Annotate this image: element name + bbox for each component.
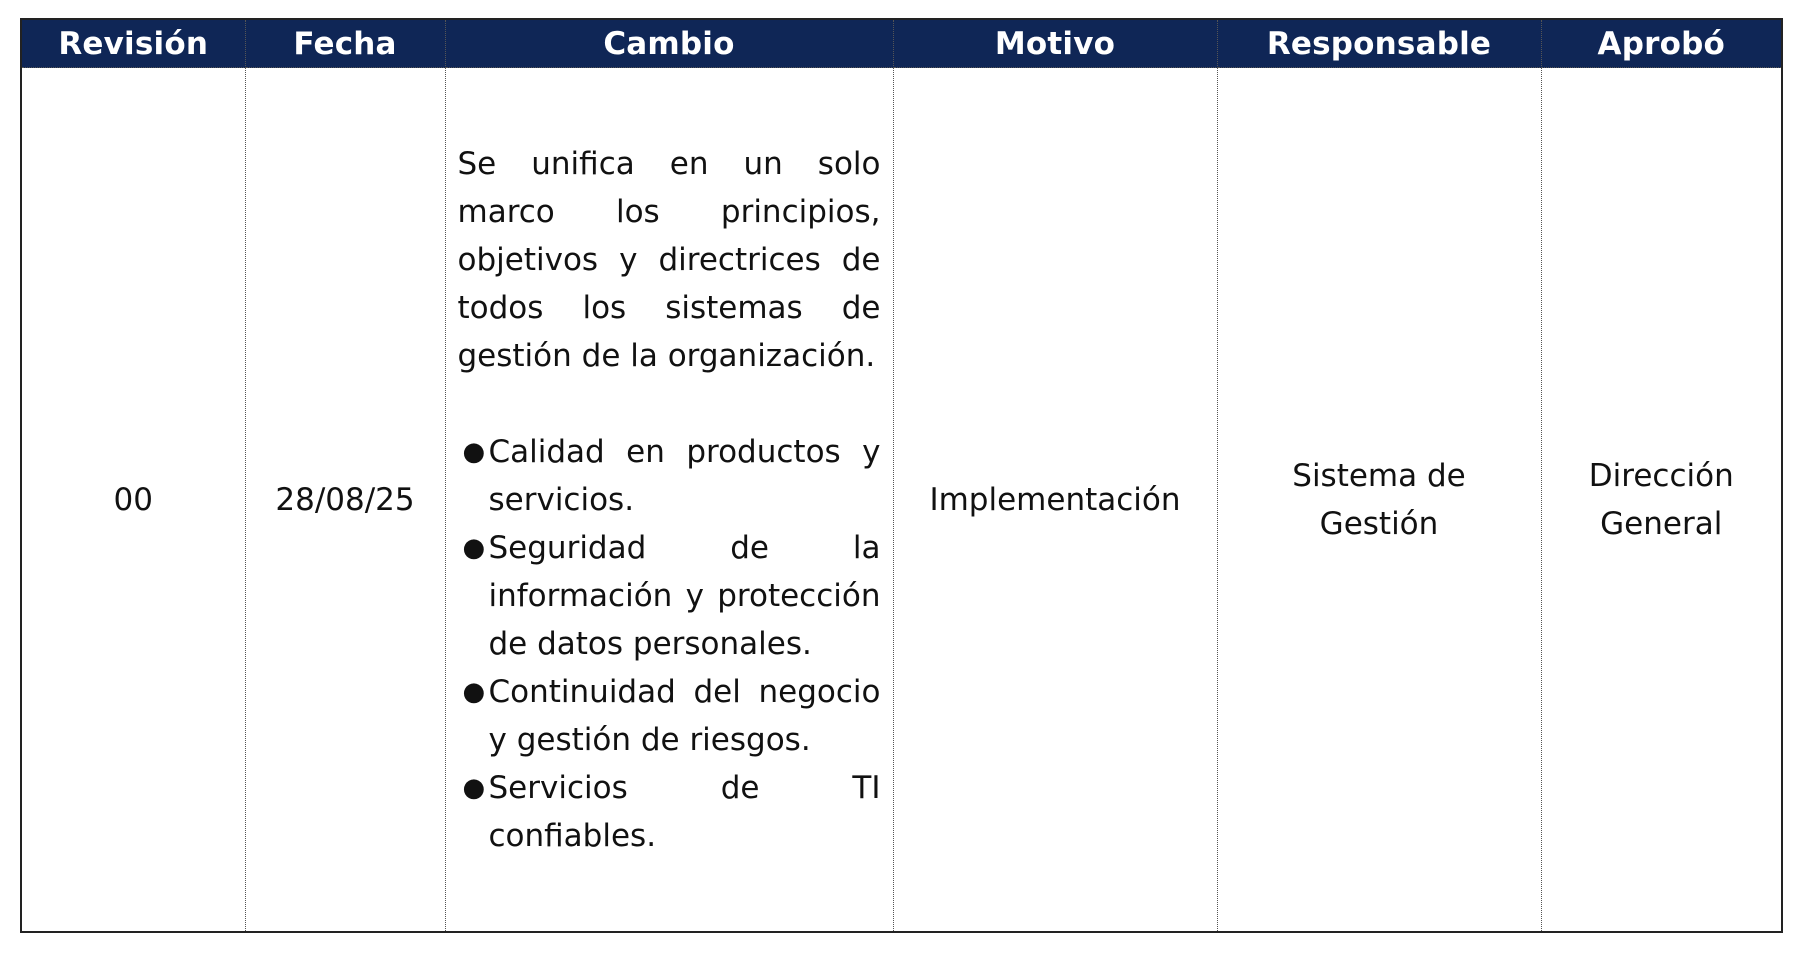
bullet-dot-icon: ● (462, 676, 486, 707)
bullet-dot-icon: ● (462, 772, 486, 803)
list-item (462, 764, 881, 860)
cell-motivo: Implementación (893, 68, 1217, 933)
responsable-line-1: Sistema de (1292, 457, 1466, 494)
cambio-bullet-list (458, 428, 881, 860)
list-item-text: Servicios de TI confiables. (488, 769, 881, 854)
list-item-text: Seguridad de la información y protección de datos personales. (488, 529, 881, 662)
list-item-text: Continuidad del negocio y gestión de riesgos. (488, 673, 881, 758)
cell-cambio (445, 68, 893, 933)
list-item-text: Calidad en productos y servicios. (488, 433, 881, 518)
cambio-spacer (458, 380, 881, 428)
aprobo-line-1: Dirección (1588, 457, 1734, 494)
cell-fecha: 28/08/25 (245, 68, 445, 933)
header-cambio: Cambio (445, 19, 893, 68)
responsable-line-2: Gestión (1319, 505, 1439, 542)
header-responsable: Responsable (1217, 19, 1541, 68)
cell-revision: 00 (21, 68, 245, 933)
bullet-dot-icon: ● (462, 436, 486, 467)
header-motivo: Motivo (893, 19, 1217, 68)
list-item (462, 524, 881, 668)
header-fecha: Fecha (245, 19, 445, 68)
list-item (462, 668, 881, 764)
table-row (21, 68, 1782, 933)
cell-aprobo (1541, 68, 1782, 933)
cell-responsable (1217, 68, 1541, 933)
revision-history-table (20, 18, 1783, 933)
table-header-row (21, 19, 1782, 68)
revision-history-sheet (20, 18, 1783, 933)
aprobo-line-2: General (1600, 505, 1723, 542)
cambio-intro-text: Se unifica en un solo marco los principios, objetivos y directrices de todos los sistemas de gestión de la organización. (457, 145, 881, 374)
header-revision: Revisión (21, 19, 245, 68)
header-aprobo: Aprobó (1541, 19, 1782, 68)
list-item (462, 428, 881, 524)
bullet-dot-icon: ● (462, 532, 486, 563)
